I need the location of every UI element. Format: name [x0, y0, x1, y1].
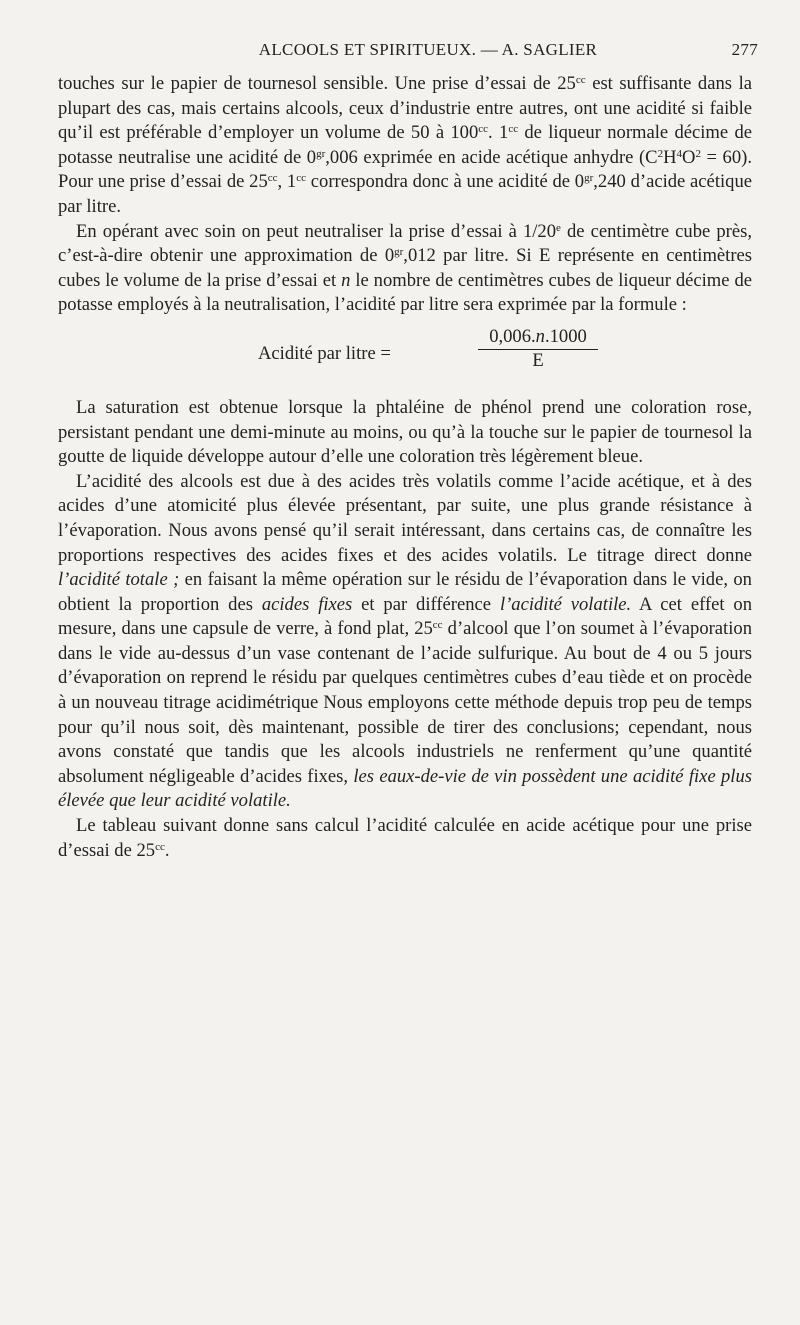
paragraph-3: La saturation est obtenue lorsque la phtaléine de phénol prend une coloration rose, persistant pendant une demi-minute au moins, ou qu’à la touche sur le papier de tournesol la goutte de liquide développe autour d’elle une coloration très légèrement bleue. — [58, 396, 752, 468]
formula-fraction — [478, 326, 598, 372]
italic-text: les eaux-de-vie de vin possèdent une acidité fixe plus élevée que leur acidité volatile. — [58, 765, 752, 812]
italic-text: l’acidité volatile. — [499, 593, 632, 615]
text-run: En opérant avec soin on peut neutraliser la prise d’essai à 1/20 — [76, 220, 556, 242]
italic-variable: n — [341, 269, 351, 291]
superscript: cc — [155, 840, 165, 853]
superscript: gr — [584, 172, 594, 185]
superscript: 4 — [676, 147, 682, 160]
text-run: correspondra donc à une acidité de 0 — [306, 171, 585, 193]
text-run: le nombre de centimètres cubes de liqueur décime de potasse employés à la neutralisation, l’acidité par litre sera exprimée par la formule : — [58, 269, 752, 316]
running-title: ALCOOLS ET SPIRITUEUX. — A. SAGLIER — [258, 40, 598, 59]
text-run: . — [164, 839, 170, 861]
superscript: 2 — [657, 147, 664, 160]
text-run: O — [682, 146, 696, 168]
italic-text: l’acidité totale ; — [58, 569, 180, 591]
text-run: ,012 par litre. Si E représente en centimètres cubes le volume de la prise d’essai et — [58, 245, 753, 291]
formula-lhs: Acidité par litre = — [258, 342, 391, 364]
text-run: de centimètre cube près, c’est-à-dire obtenir une approximation de 0 — [58, 220, 752, 267]
text-run: ,006 exprimée en acide acétique anhydre (C — [325, 146, 658, 168]
superscript: cc — [296, 172, 306, 185]
superscript: cc — [478, 123, 489, 136]
text-run: = 60). Pour une prise d’essai de 25 — [58, 146, 752, 193]
text-run: d’alcool que l’on soumet à l’évaporation dans le vide au-dessus d’un vase contenant de l’acide sulfurique. Au bout de 4 ou 5 jours d’évaporation on reprend le résidu par quelques centimètres cubes d’eau tiède et on procède à un nouveau titrage acidimétrique Nous employons cette méthode depuis trop peu de temps pour qu’il nous soit, dès maintenant, possible de tirer des conclusions; cependant, nous avons constaté que tandis que les alcools industriels ne renferment qu’une quantité absolument négligeable d’acides fixes, — [58, 618, 752, 787]
body-text — [58, 72, 752, 863]
text-run: ,240 d’acide acétique par litre. — [58, 171, 752, 217]
superscript: cc — [267, 172, 278, 185]
paragraph-4 — [58, 470, 752, 814]
superscript: gr — [394, 246, 404, 259]
superscript: e — [556, 221, 561, 234]
paragraph-2 — [58, 220, 752, 318]
text-run: et par différence — [352, 593, 500, 615]
text-run: L’acidité des alcools est due à des acides très volatils comme l’acide acétique, et à des acides d’une atomicité plus élevée présentant, par suite, une plus grande résistance à l’évaporation. Nous avons pensé qu’il serait intéressant, dans certains cas, de connaître les proportions respectives des acides fixes et des acides volatils. Le titrage direct donne — [58, 470, 752, 566]
text-run: , 1 — [277, 171, 297, 193]
paragraph-5 — [58, 814, 752, 863]
formula-denominator: E — [532, 349, 544, 371]
text-run: A cet effet on mesure, dans une capsule de verre, à fond plat, 25 — [58, 593, 753, 640]
text-run: 0,006. — [489, 325, 536, 347]
page-number: 277 — [731, 40, 758, 59]
text-run: . 1 — [488, 122, 509, 144]
italic-text: acides fixes — [261, 593, 353, 615]
acidity-formula — [58, 318, 752, 396]
running-header — [58, 40, 758, 64]
superscript: 2 — [695, 147, 701, 160]
text-run: .1000 — [544, 325, 587, 347]
formula-numerator — [478, 326, 598, 350]
superscript: cc — [508, 123, 519, 136]
paragraph-1 — [58, 72, 752, 220]
text-run: Le tableau suivant donne sans calcul l’acidité calculée en acide acétique pour une prise d’essai de 25 — [58, 815, 752, 861]
superscript: gr — [316, 147, 326, 160]
superscript: cc — [432, 619, 443, 632]
text-run: en faisant la même opération sur le résidu de l’évaporation dans le vide, on obtient la proportion des — [58, 569, 752, 615]
text-run: touches sur le papier de tournesol sensible. Une prise d’essai de 25 — [58, 73, 576, 94]
text-run: est suffisante dans la plupart des cas, mais certains alcools, ceux d’industrie entre autres, ont une acidité si faible qu’il est préférable d’employer un volume de 50 à 100 — [58, 73, 753, 144]
superscript: cc — [575, 74, 586, 86]
text-run: de liqueur normale décime de potasse neutralise une acidité de 0 — [58, 122, 752, 168]
text-run: H — [663, 146, 677, 168]
italic-variable: n — [535, 325, 545, 347]
